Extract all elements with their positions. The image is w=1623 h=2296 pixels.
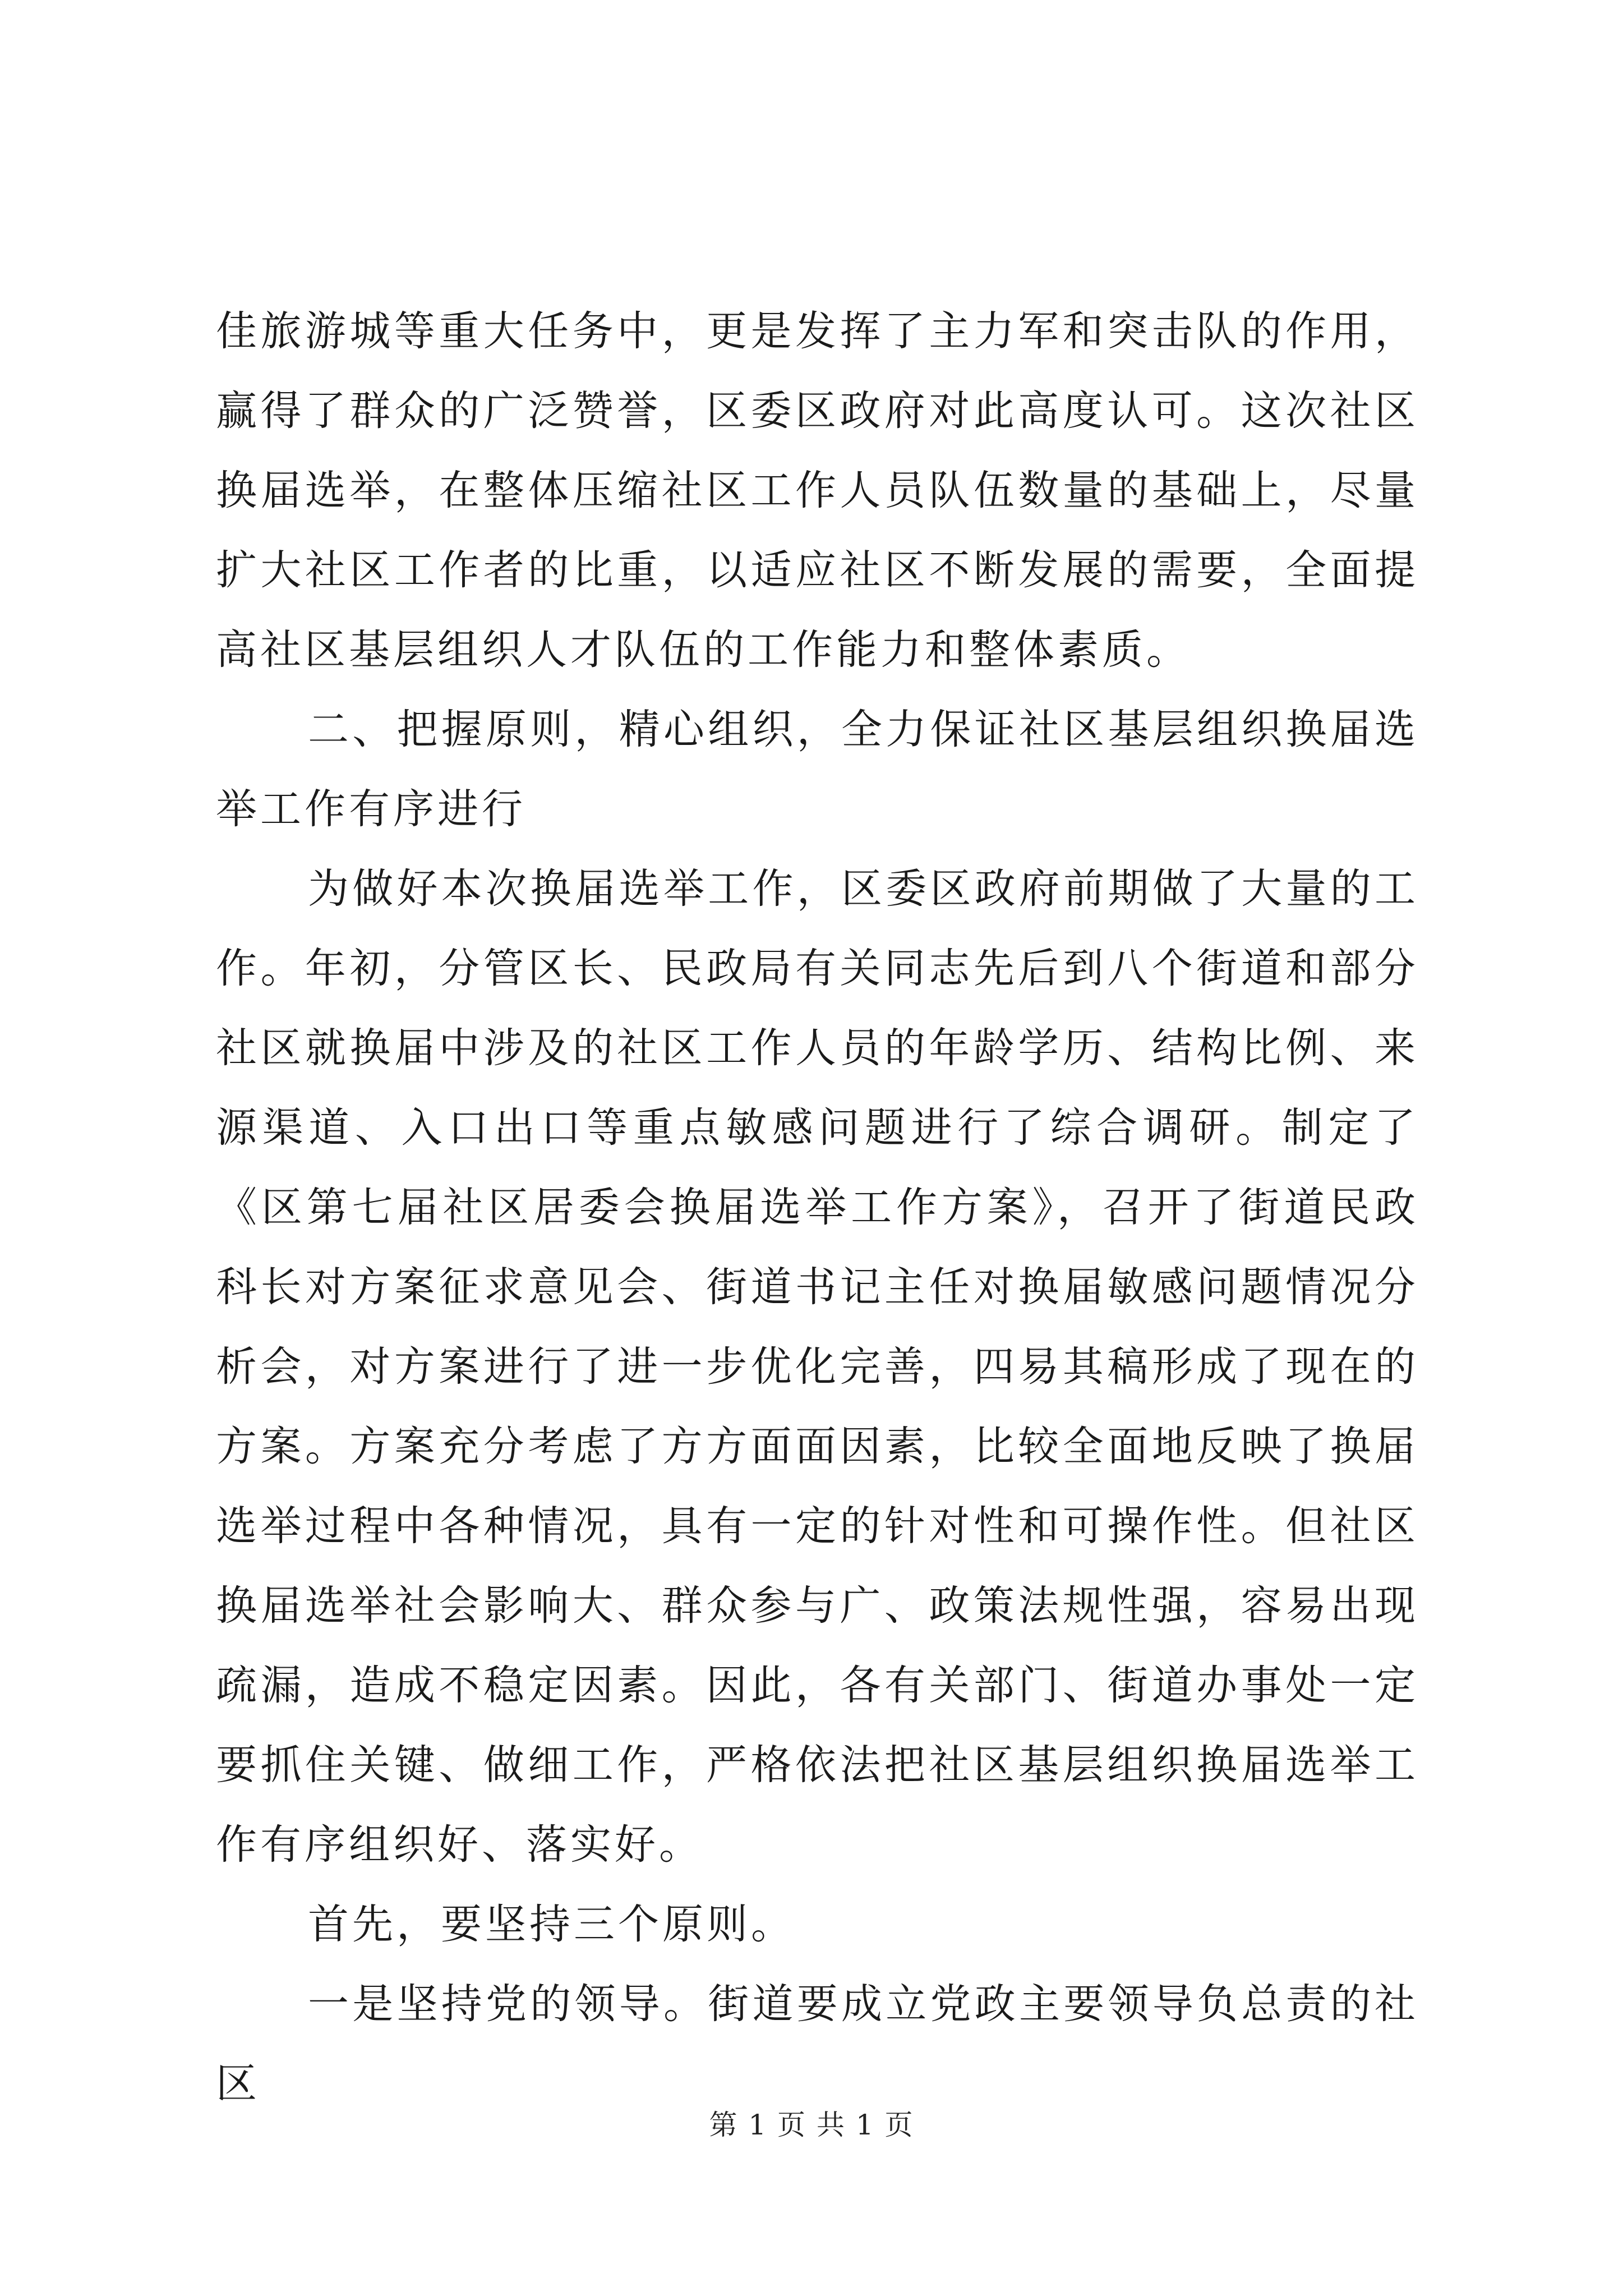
paragraph-principle-one: 一是坚持党的领导。街道要成立党政主要领导负总责的社区 [216, 1980, 1419, 2108]
section-heading: 二、把握原则，精心组织，全力保证社区基层组织换届选举工作有序进行 [216, 706, 1419, 833]
document-body [216, 292, 1419, 2124]
paragraph-preparation: 为做好本次换届选举工作，区委区政府前期做了大量的工作。年初，分管区长、民政局有关同志先后到八个街道和部分社区就换届中涉及的社区工作人员的年龄学历、结构比例、来源渠道、入口出口等重点敏感问题进行了综合调研。制定了《区第七届社区居委会换届选举工作方案》，召开了街道民政科长对方案征求意见会、街道书记主任对换届敏感问题情况分析会，对方案进行了进一步优化完善，四易其稿形成了现在的方案。方案充分考虑了方方面面因素，比较全面地反映了换届选举过程中各种情况，具有一定的针对性和可操作性。但社区换届选举社会影响大、群众参与广、政策法规性强，容易出现疏漏，造成不稳定因素。因此，各有关部门、街道办事处一定要抓住关键、做细工作，严格依法把社区基层组织换届选举工作有序组织好、落实好。 [216, 865, 1419, 1869]
page-footer: 第 1 页 共 1 页 [709, 2109, 914, 2141]
paragraph-principles-intro: 首先，要坚持三个原则。 [308, 1901, 795, 1948]
paragraph-continuation: 佳旅游城等重大任务中，更是发挥了主力军和突击队的作用，赢得了群众的广泛赞誉，区委区政府对此高度认可。这次社区换届选举，在整体压缩社区工作人员队伍数量的基础上，尽量扩大社区工作者的比重，以适应社区不断发展的需要，全面提高社区基层组织人才队伍的工作能力和整体素质。 [216, 307, 1419, 674]
